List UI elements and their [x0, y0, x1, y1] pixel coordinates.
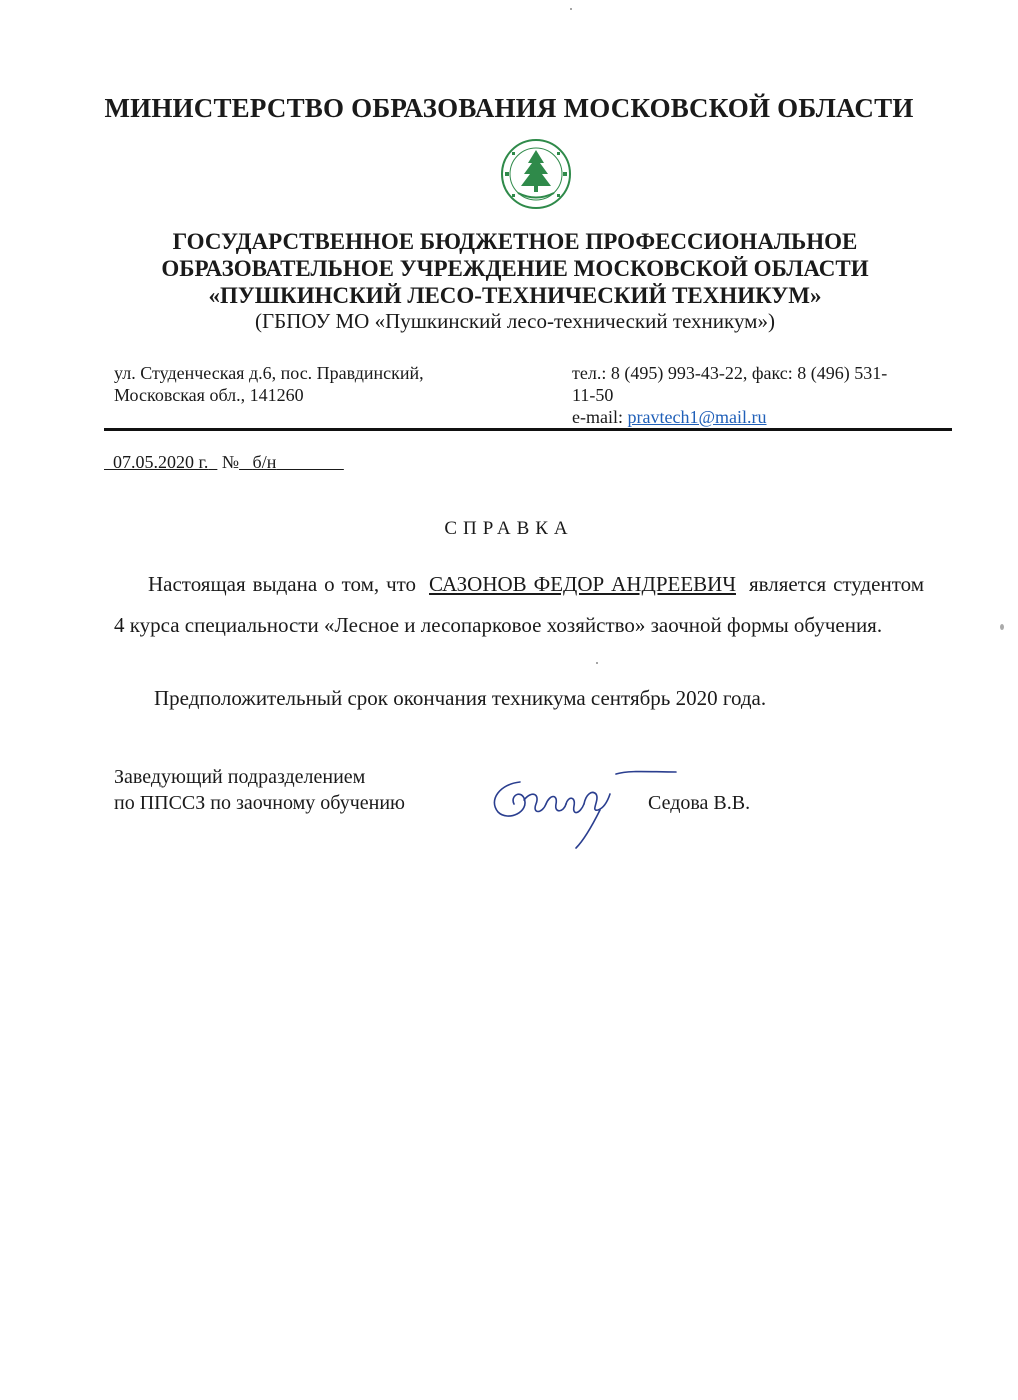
org-line: «ПУШКИНСКИЙ ЛЕСО-ТЕХНИЧЕСКИЙ ТЕХНИКУМ»	[208, 283, 822, 308]
scan-speck	[570, 8, 572, 10]
organization-short-name: (ГБПОУ МО «Пушкинский лесо-технический техникум»)	[255, 309, 775, 333]
organization-name	[100, 228, 930, 309]
address-line: ул. Студенческая д.6, пос. Правдинский,	[114, 363, 424, 383]
paragraph-rest: является студентом 4 курса специальности «Лесное и лесопарковое хозяйство» заочной формы обучения.	[114, 572, 925, 637]
email-link[interactable]: pravtech1@mail.ru	[627, 407, 767, 427]
registration-line	[104, 452, 444, 473]
org-line: ОБРАЗОВАТЕЛЬНОЕ УЧРЕЖДЕНИЕ МОСКОВСКОЙ ОБЛАСТИ	[161, 256, 869, 281]
registration-number-label: №	[221, 452, 240, 472]
address-block	[114, 362, 494, 406]
registration-number: б/н	[252, 452, 277, 472]
signer-position-line: Заведующий подразделением	[114, 766, 366, 788]
signer-position-line: по ППССЗ по заочному обучению	[114, 792, 405, 814]
contacts-block	[572, 362, 942, 428]
address-line: Московская обл., 141260	[114, 385, 304, 405]
graduation-paragraph: Предположительный срок окончания техникума сентябрь 2020 года.	[154, 686, 767, 710]
phone-line: тел.: 8 (495) 993-43-22, факс: 8 (496) 531-	[572, 363, 888, 383]
student-name: САЗОНОВ ФЕДОР АНДРЕЕВИЧ	[429, 572, 736, 596]
email-line	[572, 406, 942, 428]
header-divider	[104, 428, 952, 431]
paragraph-intro: Настоящая выдана о том, что	[148, 572, 417, 596]
ministry-heading: МИНИСТЕРСТВО ОБРАЗОВАНИЯ МОСКОВСКОЙ ОБЛАСТИ	[104, 93, 914, 123]
scan-speck	[1000, 624, 1004, 630]
forestry-college-emblem-icon	[488, 136, 584, 212]
scan-speck	[596, 662, 598, 664]
phone-line: 11-50	[572, 385, 614, 405]
signer-position	[114, 764, 474, 816]
email-label: e-mail:	[572, 407, 628, 427]
registration-date: 07.05.2020 г.	[113, 452, 209, 472]
certificate-paragraph	[114, 564, 924, 646]
document-title: СПРАВКА	[444, 518, 574, 539]
signer-name: Седова В.В.	[648, 792, 751, 814]
org-line: ГОСУДАРСТВЕННОЕ БЮДЖЕТНОЕ ПРОФЕССИОНАЛЬНОЕ	[172, 229, 858, 254]
